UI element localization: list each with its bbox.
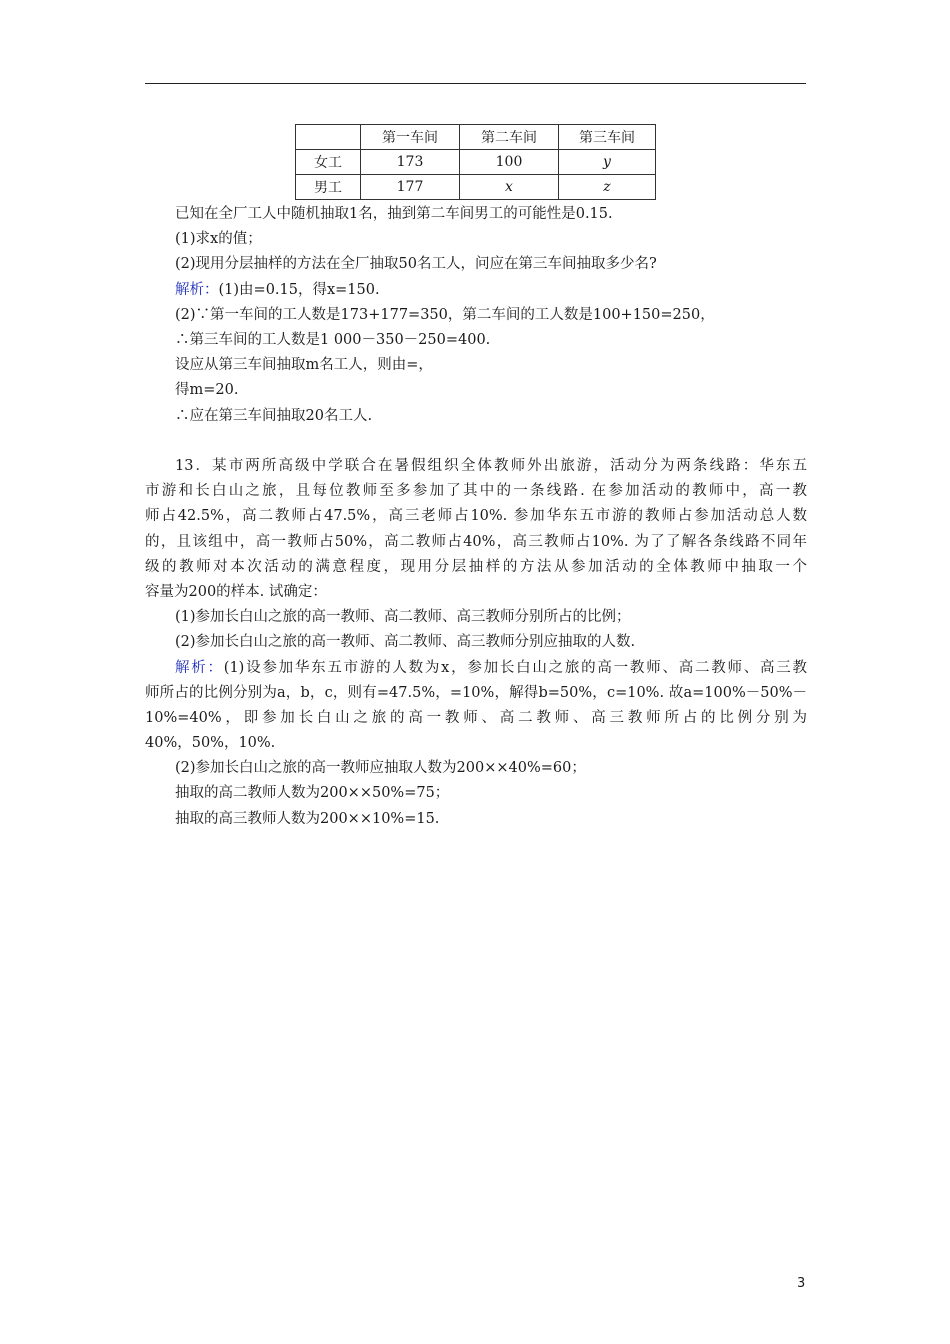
problem-text-line: 市游和长白山之旅，且每位教师至多参加了其中的一条线路. 在参加活动的教师中，高一教 (145, 483, 807, 500)
solution-text: (1)由=0.15，得x=150. (218, 281, 380, 298)
problem-text-line: 师占42.5%，高二教师占47.5%，高三老师占10%. 参加华东五市游的教师占参加活动总人数 (145, 508, 807, 525)
solution-label: 解析： (175, 281, 219, 298)
question-2: (2)参加长白山之旅的高一教师、高二教师、高三教师分别应抽取的人数. (175, 634, 636, 651)
problem-text-line: 的，且该组中，高一教师占50%，高二教师占40%，高三教师占10%. 为了了解各条线路不同年 (145, 533, 807, 550)
problem-13-block (145, 454, 807, 832)
table-cell: x (460, 175, 559, 200)
header-rule (145, 83, 806, 84)
table-cell: y (559, 150, 656, 175)
problem-text-line: 13．某市两所高级中学联合在暑假组织全体教师外出旅游，活动分为两条线路：华东五 (175, 458, 807, 474)
question-2: (2)现用分层抽样的方法在全厂抽取50名工人，问应在第三车间抽取多少名? (175, 256, 657, 273)
solution-line: 得m=20. (175, 382, 239, 399)
table-cell: 女工 (296, 150, 361, 175)
solution-line: 抽取的高二教师人数为200××50%=75； (175, 785, 450, 802)
table-row (296, 175, 656, 200)
table-header-cell: 第二车间 (460, 125, 559, 150)
problem-text-line: 级的教师对本次活动的满意程度，现用分层抽样的方法从参加活动的全体教师中抽取一个 (145, 558, 807, 575)
solution-line: 抽取的高三教师人数为200××10%=15. (175, 810, 440, 827)
workshop-table (295, 124, 656, 200)
solution-line: 设应从第三车间抽取m名工人，则由=， (175, 357, 433, 374)
solution-line: (2)∵第一车间的工人数是173+177=350，第二车间的工人数是100+150=250， (175, 306, 715, 323)
table-cell: 173 (361, 150, 460, 175)
table-cell: 男工 (296, 175, 361, 200)
solution-line: 师所占的比例分别为a，b，c，则有=47.5%，=10%，解得b=50%，c=10%. 故a=100%－50%－ (145, 684, 807, 701)
solution-line: ∴应在第三车间抽取20名工人. (175, 407, 373, 424)
solution-line (145, 278, 807, 303)
table-header-cell: 第三车间 (559, 125, 656, 150)
table-header-cell (296, 125, 361, 150)
problem-text-line: 容量为200的样本. 试确定： (145, 583, 327, 600)
solution-line: (2)参加长白山之旅的高一教师应抽取人数为200××40%=60； (175, 760, 586, 777)
solution-label: 解析： (175, 659, 224, 676)
table-row (296, 150, 656, 175)
table-cell: 177 (361, 175, 460, 200)
question-1: (1)求x的值； (175, 231, 262, 248)
solution-line: ∴第三车间的工人数是1 000－350－250=400. (175, 331, 491, 348)
table-cell: z (559, 175, 656, 200)
table-cell: 100 (460, 150, 559, 175)
problem-intro: 已知在全厂工人中随机抽取1名，抽到第二车间男工的可能性是0.15. (175, 206, 613, 222)
question-1: (1)参加长白山之旅的高一教师、高二教师、高三教师分别所占的比例； (175, 609, 631, 626)
solution-line: 40%，50%，10%. (145, 735, 276, 752)
problem-12-block (145, 202, 807, 429)
solution-text: (1)设参加华东五市游的人数为x，参加长白山之旅的高一教师、高二教师、高三教 (223, 659, 807, 676)
page-number: 3 (797, 1276, 806, 1291)
solution-line (145, 656, 807, 681)
solution-line: 10%=40%，即参加长白山之旅的高一教师、高二教师、高三教师所占的比例分别为 (145, 709, 807, 726)
table-header-row (296, 125, 656, 150)
table-header-cell: 第一车间 (361, 125, 460, 150)
